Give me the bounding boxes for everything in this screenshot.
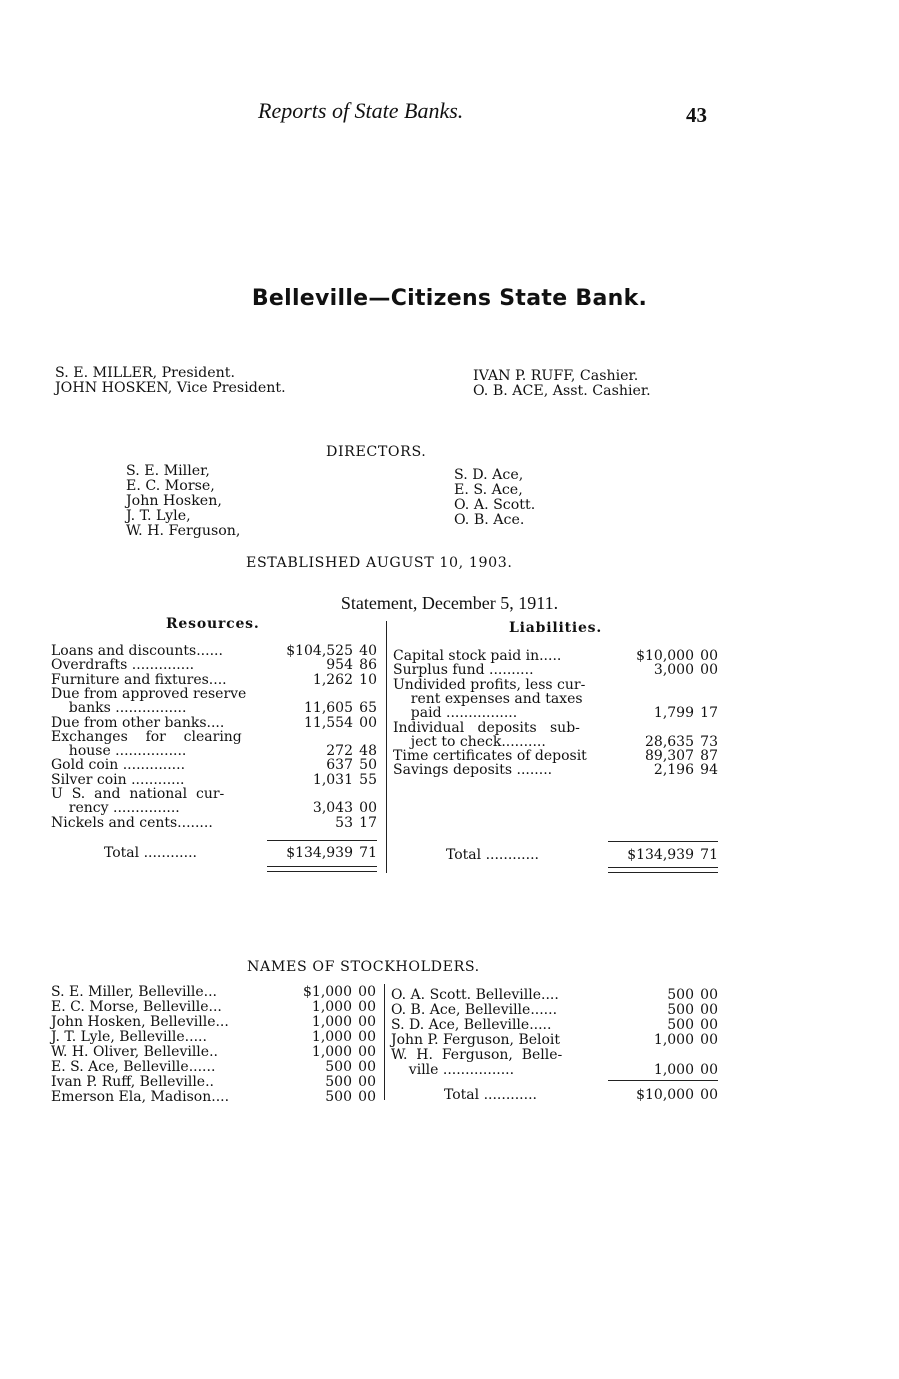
liabilities-cents: 00 (700, 648, 718, 664)
resources-cents: 50 (359, 757, 377, 774)
stockholder-left-label: E. C. Morse, Belleville... (51, 999, 222, 1015)
resources-cents: 86 (359, 657, 377, 674)
stockholder-left-label: Ivan P. Ruff, Belleville.. (51, 1074, 214, 1090)
liabilities-amount: 1,799 (653, 705, 694, 722)
stockholder-left-label: E. S. Ace, Belleville...... (51, 1059, 216, 1075)
liabilities-amount: $10,000 (636, 648, 694, 664)
stockholder-left-label: W. H. Oliver, Belleville.. (51, 1044, 218, 1060)
resources-label: rency ............... (51, 800, 180, 817)
stockholder-right-label: John P. Ferguson, Beloit (391, 1032, 561, 1048)
stockholders-total-cents: 00 (700, 1087, 718, 1103)
stockholder-right-cents: 00 (700, 987, 718, 1003)
resources-total-label: Total ............ (104, 845, 197, 861)
resources-amount: 637 (326, 757, 353, 774)
resources-cents: 17 (359, 814, 377, 831)
liabilities-label: paid ................ (393, 705, 518, 722)
stockholder-right-cents: 00 (700, 1032, 718, 1048)
officer-cashier: IVAN P. RUFF, Cashier. (473, 368, 639, 384)
resources-amount: 1,262 (312, 671, 353, 688)
director-left-5: W. H. Ferguson, (126, 523, 241, 539)
liabilities-cents: 94 (700, 762, 718, 779)
liabilities-label: rent expenses and taxes (393, 690, 583, 707)
stockholder-right-amount: 500 (667, 1002, 694, 1018)
stockholder-right-label: ville ................ (391, 1062, 515, 1078)
running-header-title: Reports of State Banks. (258, 98, 464, 123)
resources-cents: 55 (359, 771, 377, 788)
resources-total-cents: 71 (359, 845, 377, 861)
stockholder-right-label: W. H. Ferguson, Belle- (391, 1047, 563, 1063)
director-left-4: J. T. Lyle, (126, 508, 191, 524)
officer-asst-cashier: O. B. ACE, Asst. Cashier. (473, 383, 651, 399)
stockholder-left-label: John Hosken, Belleville... (51, 1014, 229, 1030)
liabilities-sum-rule (608, 841, 718, 842)
liabilities-cents: 00 (700, 662, 718, 679)
established-date: ESTABLISHED AUGUST 10, 1903. (246, 555, 513, 571)
liabilities-cents: 17 (700, 705, 718, 722)
resources-cents: 48 (359, 743, 377, 760)
stockholders-total-amount: $10,000 (636, 1087, 694, 1103)
stockholder-left-cents: 00 (358, 1044, 376, 1060)
stockholder-right-cents: 00 (700, 1062, 718, 1078)
stockholder-right-cents: 00 (700, 1002, 718, 1018)
liabilities-label: Savings deposits ........ (393, 762, 553, 779)
statement-column-divider (386, 621, 387, 873)
stockholder-left-cents: 00 (358, 1029, 376, 1045)
liabilities-amount: 89,307 (645, 748, 694, 765)
stockholder-left-amount: 1,000 (311, 999, 352, 1015)
stockholder-left-cents: 00 (358, 1059, 376, 1075)
resources-amount: 272 (326, 743, 353, 760)
stockholder-left-amount: 1,000 (311, 1029, 352, 1045)
resources-label: Silver coin ............ (51, 771, 185, 788)
stockholder-right-amount: 500 (667, 1017, 694, 1033)
stockholders-heading: NAMES OF STOCKHOLDERS. (247, 959, 480, 975)
resources-label: Furniture and fixtures.... (51, 671, 227, 688)
resources-total-amount: $134,939 (286, 845, 353, 861)
resources-amount: 11,605 (304, 700, 353, 717)
liabilities-cents: 87 (700, 748, 718, 765)
resources-heading: Resources. (166, 616, 260, 632)
page-number: 43 (686, 103, 707, 127)
stockholder-right-label: O. B. Ace, Belleville...... (391, 1002, 558, 1018)
liabilities-cents: 73 (700, 733, 718, 750)
director-right-3: O. A. Scott. (454, 497, 536, 513)
stockholder-left-amount: 500 (325, 1074, 352, 1090)
director-left-1: S. E. Miller, (126, 463, 210, 479)
directors-heading: DIRECTORS. (326, 444, 427, 460)
director-left-3: John Hosken, (126, 493, 222, 509)
director-right-2: E. S. Ace, (454, 482, 523, 498)
liabilities-amount: 28,635 (645, 733, 694, 750)
resources-label: Overdrafts .............. (51, 657, 195, 674)
stockholder-left-amount: 1,000 (311, 1044, 352, 1060)
resources-label: Loans and discounts...... (51, 643, 223, 659)
stockholder-right-amount: 1,000 (653, 1032, 694, 1048)
stockholder-left-cents: 00 (358, 984, 376, 1000)
stockholder-left-label: S. E. Miller, Belleville... (51, 984, 218, 1000)
resources-cents: 10 (359, 671, 377, 688)
resources-label: house ................ (51, 743, 187, 760)
liabilities-label: Undivided profits, less cur- (393, 676, 586, 693)
liabilities-total-amount: $134,939 (627, 847, 694, 863)
liabilities-total-label: Total ............ (446, 847, 539, 863)
resources-amount: 1,031 (312, 771, 353, 788)
stockholder-left-label: J. T. Lyle, Belleville..... (51, 1029, 207, 1045)
resources-cents: 65 (359, 700, 377, 717)
resources-amount: 954 (326, 657, 353, 674)
director-right-4: O. B. Ace. (454, 512, 525, 528)
resources-cents: 00 (359, 714, 377, 731)
stockholders-sum-rule (608, 1080, 718, 1081)
liabilities-label: Surplus fund .......... (393, 662, 534, 679)
resources-amount: $104,525 (286, 643, 353, 659)
resources-cents: 00 (359, 800, 377, 817)
liabilities-amount: 3,000 (653, 662, 694, 679)
resources-label: Exchanges for clearing (51, 728, 242, 745)
director-right-1: S. D. Ace, (454, 467, 524, 483)
stockholder-left-amount: 500 (325, 1089, 352, 1105)
liabilities-amount: 2,196 (653, 762, 694, 779)
liabilities-total-double-rule (608, 867, 718, 873)
liabilities-heading: Liabilities. (509, 620, 603, 636)
resources-label: Gold coin .............. (51, 757, 186, 774)
stockholder-left-cents: 00 (358, 1014, 376, 1030)
resources-label: Due from approved reserve (51, 685, 247, 702)
director-left-2: E. C. Morse, (126, 478, 215, 494)
resources-amount: 53 (335, 814, 353, 831)
resources-label: Nickels and cents........ (51, 814, 213, 831)
liabilities-label: Capital stock paid in..... (393, 648, 562, 664)
liabilities-total-cents: 71 (700, 847, 718, 863)
liabilities-label: ject to check.......... (393, 733, 546, 750)
resources-label: Due from other banks.... (51, 714, 225, 731)
resources-sum-rule (267, 840, 377, 841)
stockholder-right-amount: 1,000 (653, 1062, 694, 1078)
resources-amount: 3,043 (312, 800, 353, 817)
stockholder-left-cents: 00 (358, 1089, 376, 1105)
officer-vice-president: JOHN HOSKEN, Vice President. (55, 380, 286, 396)
resources-label: U S. and national cur- (51, 786, 225, 802)
stockholders-total-label: Total ............ (444, 1087, 537, 1103)
stockholder-left-label: Emerson Ela, Madison.... (51, 1089, 230, 1105)
resources-total-double-rule (267, 866, 377, 872)
resources-label: banks ................ (51, 700, 187, 717)
stockholder-left-amount: 1,000 (311, 1014, 352, 1030)
stockholder-left-amount: 500 (325, 1059, 352, 1075)
resources-amount: 11,554 (304, 714, 353, 731)
stockholder-left-cents: 00 (358, 1074, 376, 1090)
stockholder-right-cents: 00 (700, 1017, 718, 1033)
bank-title: Belleville—Citizens State Bank. (251, 286, 648, 311)
stockholder-right-label: S. D. Ace, Belleville..... (391, 1017, 552, 1033)
officer-president: S. E. MILLER, President. (55, 365, 236, 381)
liabilities-label: Time certificates of deposit (393, 748, 587, 765)
stockholder-left-amount: $1,000 (303, 984, 352, 1000)
stockholders-column-divider (384, 984, 385, 1100)
statement-title: Statement, December 5, 1911. (340, 593, 559, 613)
resources-cents: 40 (359, 643, 377, 659)
stockholder-left-cents: 00 (358, 999, 376, 1015)
stockholder-right-amount: 500 (667, 987, 694, 1003)
liabilities-label: Individual deposits sub- (393, 719, 580, 736)
stockholder-right-label: O. A. Scott. Belleville.... (391, 987, 559, 1003)
